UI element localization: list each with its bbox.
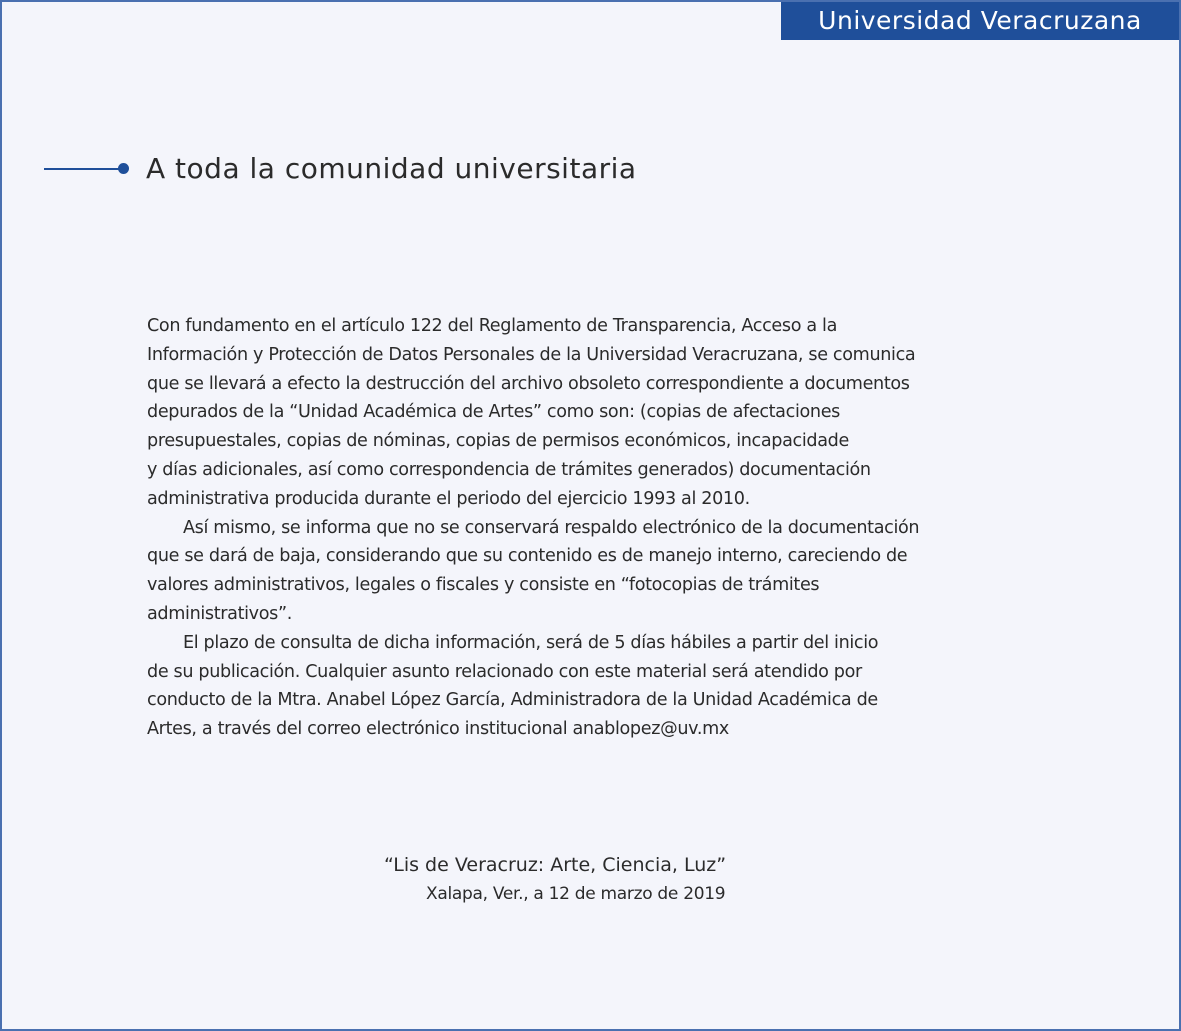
notice-body (147, 312, 1037, 744)
body-line: valores administrativos, legales o fiscales y consiste en “fotocopias de trámites (147, 575, 820, 596)
recipient-title: A toda la comunidad universitaria (146, 152, 637, 185)
closing-block (384, 850, 726, 908)
body-line: de su publicación. Cualquier asunto relacionado con este material será atendido por (147, 661, 862, 682)
body-line: presupuestales, copias de nóminas, copias de permisos económicos, incapacidade (147, 431, 849, 452)
body-line: administrativa producida durante el periodo del ejercicio 1993 al 2010. (147, 488, 750, 509)
body-line: El plazo de consulta de dicha información, será de 5 días hábiles a partir del inicio (183, 632, 879, 653)
heading-line-decoration (44, 168, 120, 170)
institution-banner: Universidad Veracruzana (781, 2, 1179, 40)
body-line: depurados de la “Unidad Académica de Artes” como son: (copias de afectaciones (147, 402, 840, 423)
body-line: Con fundamento en el artículo 122 del Reglamento de Transparencia, Acceso a la (147, 316, 837, 336)
body-line: que se llevará a efecto la destrucción del archivo obsoleto correspondiente a documentos (147, 373, 910, 394)
heading-dot-icon (118, 163, 129, 174)
university-motto: “Lis de Veracruz: Arte, Ciencia, Luz” (384, 854, 727, 876)
body-line: conducto de la Mtra. Anabel López García, Administradora de la Unidad Académica de (147, 690, 878, 711)
body-line: Artes, a través del correo electrónico institucional anablopez@uv.mx (147, 719, 729, 740)
body-line: que se dará de baja, considerando que su contenido es de manejo interno, careciendo de (147, 546, 908, 567)
place-date: Xalapa, Ver., a 12 de marzo de 2019 (426, 884, 726, 904)
body-line: Información y Protección de Datos Personales de la Universidad Veracruzana, se comunica (147, 344, 916, 365)
body-line: administrativos”. (147, 603, 292, 624)
body-line: y días adicionales, así como correspondencia de trámites generados) documentación (147, 459, 871, 480)
recipient-heading (44, 152, 637, 185)
body-line: Así mismo, se informa que no se conservará respaldo electrónico de la documentación (183, 517, 920, 538)
